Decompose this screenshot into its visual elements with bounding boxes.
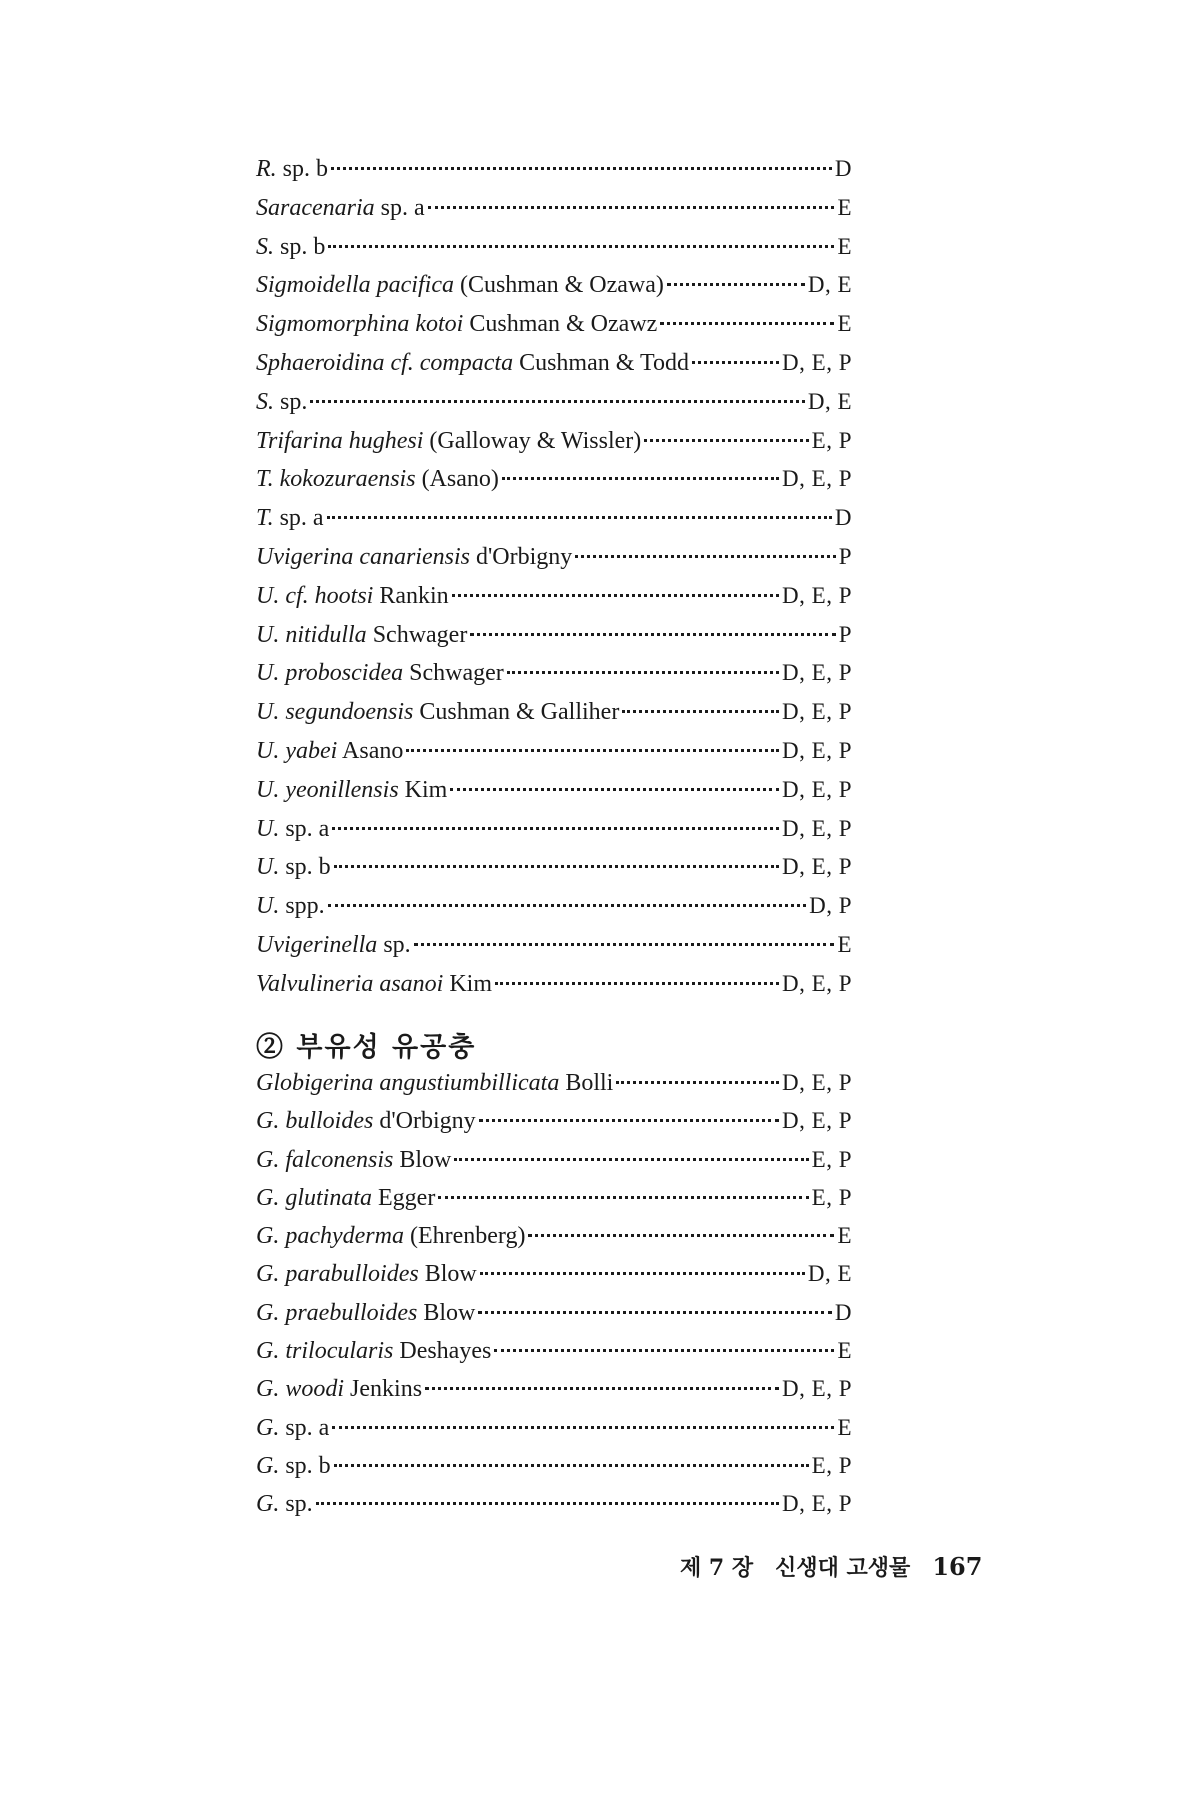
- species-entry: [256, 1376, 852, 1414]
- dot-leader: [692, 361, 779, 364]
- dot-leader: [438, 1196, 808, 1199]
- genus-name: S.: [256, 388, 274, 415]
- planktonic-species-list: [256, 1070, 852, 1530]
- occurrence-code: E: [837, 1414, 852, 1440]
- species-name: [256, 1070, 613, 1097]
- species-author: (Cushman & Ozawa): [459, 272, 664, 299]
- genus-name: R.: [256, 156, 277, 182]
- species-epithet: glutinata: [285, 1184, 373, 1211]
- species-entry: [256, 1108, 852, 1146]
- dot-leader: [428, 206, 835, 209]
- species-qualifier: sp. a: [380, 194, 425, 221]
- species-entry: [256, 893, 852, 932]
- occurrence-code: E, P: [811, 1452, 852, 1478]
- species-entry: [256, 738, 852, 777]
- occurrence-code: D: [834, 505, 852, 531]
- species-author: Cushman & Galliher: [419, 699, 620, 726]
- species-name: [256, 971, 492, 998]
- species-author: Schwager: [409, 660, 504, 687]
- species-qualifier: sp. b: [282, 156, 329, 182]
- species-entry: [256, 1185, 852, 1223]
- species-epithet: pachyderma: [285, 1223, 404, 1250]
- species-entry: [256, 932, 852, 971]
- species-entry: [256, 971, 852, 1010]
- species-author: Deshayes: [399, 1338, 492, 1365]
- species-epithet: kotoi: [415, 311, 464, 338]
- species-name: [256, 660, 504, 687]
- species-epithet: kokozuraensis: [279, 466, 416, 493]
- species-entry: [256, 1223, 852, 1261]
- occurrence-code: D, E, P: [782, 660, 852, 686]
- species-name: [256, 932, 411, 959]
- genus-name: U.: [256, 737, 280, 764]
- species-entry: [256, 311, 852, 350]
- dot-leader: [495, 982, 779, 985]
- occurrence-code: D, E, P: [782, 737, 852, 763]
- species-epithet: parabulloides: [285, 1261, 419, 1288]
- genus-name: Saracenaria: [256, 194, 375, 221]
- genus-name: U.: [256, 815, 280, 842]
- species-entry: [256, 1147, 852, 1185]
- species-name: [256, 1147, 451, 1174]
- species-name: [256, 777, 447, 804]
- species-epithet: angustiumbillicata: [379, 1070, 560, 1096]
- species-qualifier: sp. a: [279, 505, 324, 532]
- dot-leader: [334, 865, 779, 868]
- species-author: d'Orbigny: [475, 543, 573, 570]
- genus-name: U.: [256, 621, 280, 648]
- occurrence-code: D, P: [809, 893, 852, 919]
- species-name: [256, 699, 619, 726]
- occurrence-code: D, E, P: [782, 815, 852, 841]
- species-name: [256, 272, 664, 299]
- genus-name: Uvigerina: [256, 543, 354, 570]
- dot-leader: [452, 594, 779, 597]
- dot-leader: [507, 671, 779, 674]
- species-entry: [256, 660, 852, 699]
- species-qualifier: sp. a: [285, 1414, 330, 1441]
- species-author: Kim: [449, 970, 493, 997]
- species-entry: [256, 195, 852, 234]
- genus-name: Trifarina: [256, 427, 343, 454]
- species-epithet: praebulloides: [285, 1299, 418, 1326]
- species-name: [256, 1376, 422, 1403]
- dot-leader: [494, 1349, 834, 1352]
- species-entry: [256, 1415, 852, 1453]
- species-author: Bolli: [565, 1070, 614, 1096]
- occurrence-code: D, E, P: [782, 970, 852, 996]
- species-name: [256, 893, 325, 920]
- dot-leader: [454, 1158, 808, 1161]
- dot-leader: [332, 1426, 834, 1429]
- occurrence-code: E: [837, 311, 852, 337]
- species-author: Egger: [378, 1184, 436, 1211]
- species-entry: [256, 466, 852, 505]
- species-name: [256, 816, 329, 843]
- occurrence-code: D, E, P: [782, 1376, 852, 1402]
- dot-leader: [528, 1234, 834, 1237]
- dot-leader: [450, 788, 779, 791]
- genus-name: G.: [256, 1338, 280, 1365]
- species-entry: [256, 622, 852, 661]
- species-author: Cushman & Todd: [519, 349, 689, 376]
- occurrence-code: E: [837, 233, 852, 259]
- species-epithet: pacifica: [376, 272, 454, 299]
- species-name: [256, 156, 328, 183]
- genus-name: Sphaeroidina: [256, 349, 385, 376]
- species-epithet: woodi: [285, 1376, 345, 1403]
- species-epithet: yabei: [285, 737, 338, 764]
- genus-name: U.: [256, 582, 280, 609]
- genus-name: T.: [256, 466, 274, 493]
- species-name: [256, 1338, 491, 1365]
- species-author: Blow: [399, 1146, 452, 1173]
- species-qualifier: sp. b: [280, 233, 326, 260]
- genus-name: U.: [256, 854, 280, 881]
- genus-name: U.: [256, 893, 280, 920]
- species-entry: [256, 699, 852, 738]
- species-qualifier: sp.: [383, 931, 411, 958]
- species-entry: [256, 428, 852, 467]
- page-footer: [680, 1551, 1020, 1582]
- occurrence-code: D, E, P: [782, 699, 852, 725]
- species-entry: [256, 272, 852, 311]
- occurrence-code: E: [837, 1223, 852, 1249]
- occurrence-code: P: [838, 543, 852, 569]
- genus-name: G.: [256, 1414, 280, 1441]
- species-name: [256, 1453, 331, 1480]
- species-name: [256, 428, 641, 455]
- genus-name: U.: [256, 776, 280, 803]
- species-name: [256, 195, 425, 222]
- dot-leader: [660, 322, 834, 325]
- occurrence-code: D, E, P: [782, 1491, 852, 1517]
- occurrence-code: E: [837, 1338, 852, 1364]
- species-author: d'Orbigny: [379, 1108, 476, 1135]
- species-entry: [256, 544, 852, 583]
- species-entry: [256, 1338, 852, 1376]
- genus-name: Globigerina: [256, 1070, 374, 1096]
- species-epithet: cf. compacta: [390, 349, 514, 376]
- occurrence-code: E, P: [811, 1184, 852, 1210]
- genus-name: G.: [256, 1108, 280, 1135]
- species-qualifier: spp.: [285, 893, 325, 920]
- occurrence-code: D, E: [807, 272, 852, 298]
- genus-name: G.: [256, 1184, 280, 1211]
- occurrence-code: D, E, P: [782, 582, 852, 608]
- genus-name: Uvigerinella: [256, 931, 378, 958]
- species-name: [256, 1108, 476, 1135]
- species-author: (Ehrenberg): [409, 1223, 526, 1250]
- dot-leader: [406, 749, 779, 752]
- species-epithet: yeonillensis: [285, 776, 399, 803]
- genus-name: U.: [256, 660, 280, 687]
- genus-name: Valvulineria: [256, 970, 374, 997]
- species-author: Schwager: [372, 621, 468, 648]
- species-name: [256, 389, 307, 416]
- genus-name: T.: [256, 505, 274, 532]
- species-author: (Asano): [421, 466, 499, 493]
- species-entry: [256, 1453, 852, 1491]
- species-epithet: falconensis: [285, 1146, 394, 1173]
- species-author: Kim: [404, 776, 448, 803]
- species-entry: [256, 816, 852, 855]
- dot-leader: [334, 1464, 809, 1467]
- dot-leader: [310, 400, 804, 403]
- species-entry: [256, 1300, 852, 1338]
- species-entry: [256, 156, 852, 195]
- occurrence-code: D: [834, 156, 852, 181]
- species-qualifier: sp. b: [285, 1452, 331, 1479]
- occurrence-code: D, E, P: [782, 349, 852, 375]
- dot-leader: [328, 245, 834, 248]
- species-author: Jenkins: [350, 1376, 423, 1403]
- chapter-title: 신생대 고생물: [775, 1555, 911, 1581]
- dot-leader: [644, 439, 808, 442]
- species-name: [256, 350, 689, 377]
- dot-leader: [502, 477, 779, 480]
- genus-name: G.: [256, 1223, 280, 1250]
- genus-name: Sigmoidella: [256, 272, 371, 299]
- dot-leader: [478, 1311, 832, 1314]
- dot-leader: [622, 710, 779, 713]
- genus-name: U.: [256, 699, 280, 726]
- dot-leader: [425, 1387, 779, 1390]
- dot-leader: [327, 516, 832, 519]
- occurrence-code: D: [834, 1299, 852, 1325]
- species-name: [256, 738, 403, 765]
- genus-name: G.: [256, 1376, 280, 1403]
- occurrence-code: D, E, P: [782, 1108, 852, 1134]
- occurrence-code: E: [837, 931, 852, 957]
- occurrence-code: D, E, P: [782, 776, 852, 802]
- species-epithet: hughesi: [348, 427, 424, 454]
- occurrence-code: E, P: [811, 1146, 852, 1172]
- occurrence-code: P: [838, 621, 852, 647]
- benthic-species-list: [256, 156, 852, 1010]
- species-author: Rankin: [379, 582, 449, 609]
- species-epithet: canariensis: [359, 543, 470, 570]
- occurrence-code: D, E: [807, 388, 852, 414]
- species-qualifier: sp.: [285, 1491, 313, 1518]
- species-entry: [256, 854, 852, 893]
- species-epithet: segundoensis: [285, 699, 414, 726]
- species-entry: [256, 1070, 852, 1108]
- species-epithet: proboscidea: [285, 660, 404, 687]
- species-entry: [256, 1261, 852, 1299]
- genus-name: S.: [256, 233, 274, 260]
- species-name: [256, 1300, 475, 1327]
- species-name: [256, 311, 657, 338]
- genus-name: G.: [256, 1452, 280, 1479]
- species-name: [256, 234, 325, 261]
- species-epithet: nitidulla: [285, 621, 367, 648]
- dot-leader: [480, 1272, 805, 1275]
- genus-name: G.: [256, 1146, 280, 1173]
- species-qualifier: sp.: [280, 388, 308, 415]
- species-author: (Galloway & Wissler): [429, 427, 642, 454]
- species-epithet: cf. hootsi: [285, 582, 374, 609]
- species-entry: [256, 777, 852, 816]
- species-epithet: trilocularis: [285, 1338, 394, 1365]
- species-epithet: asanoi: [379, 970, 444, 997]
- dot-leader: [332, 827, 779, 830]
- species-entry: [256, 389, 852, 428]
- chapter-number: 제 7 장: [680, 1555, 754, 1581]
- section-heading-planktonic: ② 부유성 유공충: [256, 1032, 477, 1063]
- species-entry: [256, 1491, 852, 1529]
- species-name: [256, 1185, 435, 1212]
- occurrence-code: D, E, P: [782, 854, 852, 880]
- page-number: 167: [932, 1552, 983, 1581]
- species-epithet: bulloides: [285, 1108, 374, 1135]
- occurrence-code: E, P: [811, 427, 852, 453]
- species-entry: [256, 583, 852, 622]
- dot-leader: [331, 167, 832, 170]
- occurrence-code: D, E: [807, 1261, 852, 1287]
- occurrence-code: D, E, P: [782, 1070, 852, 1095]
- species-name: [256, 583, 449, 610]
- dot-leader: [414, 943, 835, 946]
- species-qualifier: sp. a: [285, 815, 330, 842]
- genus-name: G.: [256, 1491, 280, 1518]
- dot-leader: [616, 1081, 779, 1084]
- species-entry: [256, 505, 852, 544]
- species-name: [256, 1415, 329, 1442]
- species-name: [256, 544, 572, 571]
- species-name: [256, 854, 331, 881]
- species-author: Asano: [342, 737, 404, 764]
- dot-leader: [479, 1119, 779, 1122]
- species-entry: [256, 350, 852, 389]
- species-name: [256, 1261, 477, 1288]
- species-name: [256, 622, 467, 649]
- genus-name: G.: [256, 1261, 280, 1288]
- dot-leader: [470, 633, 835, 636]
- species-qualifier: sp. b: [285, 854, 331, 881]
- occurrence-code: D, E, P: [782, 466, 852, 492]
- dot-leader: [316, 1502, 779, 1505]
- species-author: Blow: [424, 1261, 477, 1288]
- species-name: [256, 505, 324, 532]
- species-author: Cushman & Ozawz: [469, 311, 658, 338]
- dot-leader: [667, 283, 805, 286]
- species-name: [256, 1491, 313, 1518]
- species-name: [256, 466, 499, 493]
- species-entry: [256, 234, 852, 273]
- genus-name: G.: [256, 1299, 280, 1326]
- species-name: [256, 1223, 525, 1250]
- species-author: Blow: [423, 1299, 476, 1326]
- occurrence-code: E: [837, 194, 852, 220]
- dot-leader: [575, 555, 835, 558]
- dot-leader: [328, 904, 806, 907]
- genus-name: Sigmomorphina: [256, 311, 410, 338]
